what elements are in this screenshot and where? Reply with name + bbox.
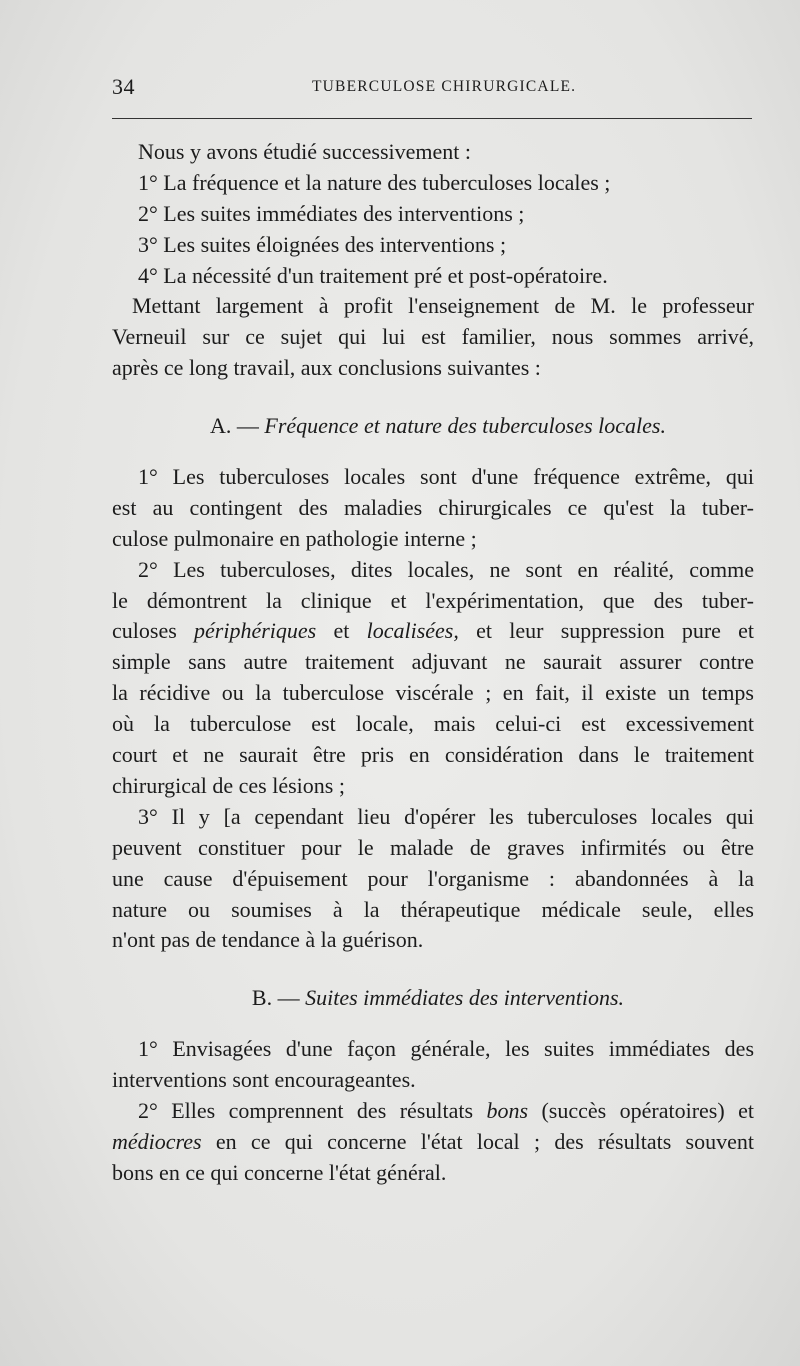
- text-run: 2° Elles comprennent des résultats: [138, 1097, 474, 1123]
- paragraph-line: 1° Envisagées d'une façon générale, les suites immédiates des: [138, 1036, 754, 1062]
- section-b-heading: [112, 983, 754, 1014]
- list-item-2: 2° Les suites immédiates des interventions ;: [138, 200, 525, 226]
- list-item-4: 4° La nécessité d'un traitement pré et post-opératoire.: [138, 262, 608, 288]
- list-item-3: 3° Les suites éloignées des interventions ;: [138, 231, 507, 257]
- emphasis-mediocres: médiocres: [112, 1128, 202, 1154]
- paragraph-line: est au contingent des maladies chirurgicales ce qu'est la tuber-: [112, 494, 754, 520]
- text-run: et: [333, 618, 350, 644]
- paragraph-line: peuvent constituer pour le malade de graves infirmités ou être: [112, 834, 754, 860]
- paragraph-line: n'ont pas de tendance à la guérison.: [112, 927, 424, 953]
- list-item-1: 1° La fréquence et la nature des tuberculoses locales ;: [138, 169, 611, 195]
- paragraph-line: 1° Les tuberculoses locales sont d'une fréquence extrême, qui: [138, 464, 754, 490]
- paragraph-line: 2° Les tuberculoses, dites locales, ne sont en réalité, comme: [138, 556, 754, 582]
- paragraph-line: [112, 1127, 754, 1158]
- page-number: 34: [112, 74, 135, 99]
- section-a-title: Fréquence et nature des tuberculoses locales.: [264, 413, 666, 439]
- intro-line: Nous y avons étudié successivement :: [138, 139, 471, 164]
- section-a-letter: A. —: [210, 413, 259, 439]
- paragraph-line: simple sans autre traitement adjuvant ne saurait assurer contre: [112, 649, 754, 675]
- emphasis-bons: bons: [486, 1097, 529, 1123]
- paragraph-line: bons en ce qui concerne l'état général.: [112, 1159, 447, 1185]
- text-run: (succès opératoires) et: [541, 1097, 754, 1123]
- emphasis-peripheriques: périphériques: [194, 618, 317, 644]
- paragraph-line: culose pulmonaire en pathologie interne ;: [112, 525, 477, 551]
- page-header: [112, 74, 752, 104]
- text-run: culoses: [112, 618, 177, 644]
- paragraph-line: interventions sont encourageantes.: [112, 1067, 416, 1093]
- text-run: et leur suppression pure et: [476, 618, 755, 644]
- paragraph-line: où la tuberculose est locale, mais celui-ci est excessivement: [112, 711, 754, 737]
- header-rule: [112, 118, 752, 119]
- intro-line: après ce long travail, aux conclusions suivantes :: [112, 355, 541, 381]
- running-title: TUBERCULOSE CHIRURGICALE.: [312, 78, 577, 95]
- paragraph-line: 3° Il y [a cependant lieu d'opérer les tuberculoses locales qui: [138, 803, 754, 829]
- paragraph-line: nature ou soumises à la thérapeutique médicale seule, elles: [112, 896, 754, 922]
- emphasis-localisees: localisées,: [366, 618, 459, 644]
- paragraph-line: court et ne saurait être pris en considération dans le traitement: [112, 742, 754, 768]
- section-b-letter: B. —: [251, 985, 300, 1011]
- intro-line: Mettant largement à profit l'enseignement de M. le professeur: [132, 293, 754, 319]
- body-text: [112, 137, 754, 1189]
- paragraph-line: une cause d'épuisement pour l'organisme : abandonnées à la: [112, 865, 754, 891]
- section-a-heading: [112, 411, 754, 442]
- paragraph-line: la récidive ou la tuberculose viscérale ; en fait, il existe un temps: [112, 680, 754, 706]
- paragraph-line: chirurgical de ces lésions ;: [112, 772, 345, 798]
- intro-line: Verneuil sur ce sujet qui lui est familier, nous sommes arrivé,: [112, 324, 754, 350]
- paragraph-line: le démontrent la clinique et l'expérimentation, que des tuber-: [112, 587, 754, 613]
- section-b-title: Suites immédiates des interventions.: [305, 985, 625, 1011]
- text-run: en ce qui concerne l'état local ; des résultats souvent: [215, 1128, 754, 1154]
- paragraph-line: [112, 1096, 754, 1127]
- paragraph-line: [112, 616, 754, 647]
